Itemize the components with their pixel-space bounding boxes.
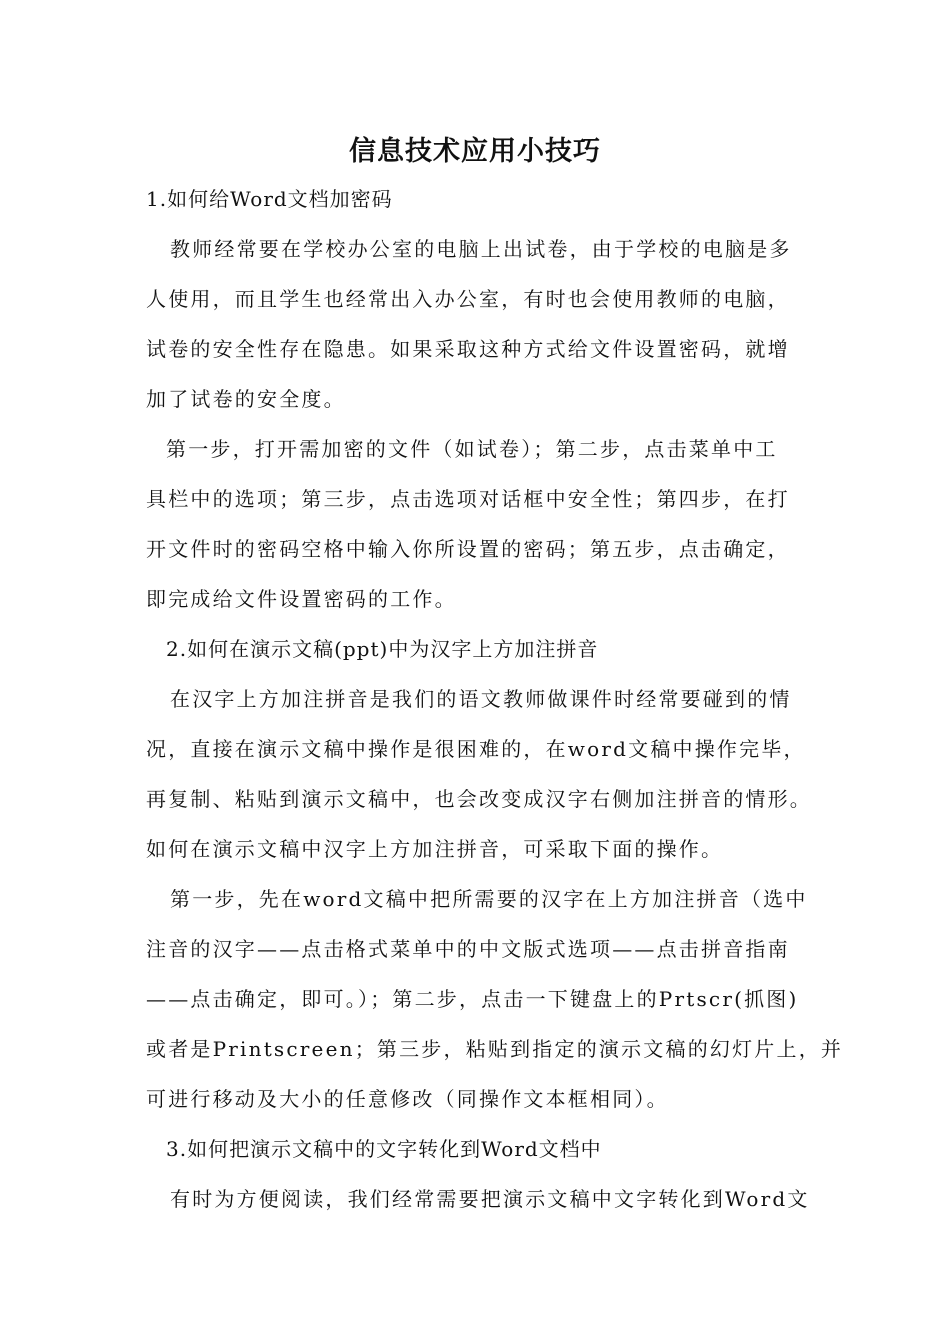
paragraph-line: 教师经常要在学校办公室的电脑上出试卷，由于学校的电脑是多 [170, 237, 792, 261]
section-heading-3: 3.如何把演示文稿中的文字转化到Word文档中 [166, 1137, 602, 1161]
paragraph-line: 况，直接在演示文稿中操作是很困难的，在word文稿中操作完毕， [146, 737, 806, 761]
paragraph-line: 可进行移动及大小的任意修改（同操作文本框相同）。 [146, 1087, 669, 1111]
section-heading-1: 1.如何给Word文档加密码 [146, 187, 393, 211]
document-title: 信息技术应用小技巧 [349, 136, 601, 167]
paragraph-line: 再复制、粘贴到演示文稿中，也会改变成汉字右侧加注拼音的情形。 [146, 787, 812, 811]
paragraph-line: 试卷的安全性存在隐患。如果采取这种方式给文件设置密码，就增 [146, 337, 790, 361]
paragraph-line: 如何在演示文稿中汉字上方加注拼音，可采取下面的操作。 [146, 837, 724, 861]
paragraph-line: 或者是Printscreen；第三步，粘贴到指定的演示文稿的幻灯片上，并 [146, 1037, 844, 1061]
paragraph-line: 开文件时的密码空格中输入你所设置的密码；第五步，点击确定， [146, 537, 790, 561]
paragraph-line: 即完成给文件设置密码的工作。 [146, 587, 457, 611]
paragraph-line: 在汉字上方加注拼音是我们的语文教师做课件时经常要碰到的情 [170, 687, 792, 711]
section-heading-2: 2.如何在演示文稿(ppt)中为汉字上方加注拼音 [166, 637, 599, 661]
paragraph-line: 第一步，先在word文稿中把所需要的汉字在上方加注拼音（选中 [170, 887, 808, 911]
paragraph-line: 第一步，打开需加密的文件（如试卷）；第二步，点击菜单中工 [166, 437, 778, 461]
paragraph-line: 具栏中的选项；第三步，点击选项对话框中安全性；第四步，在打 [146, 487, 790, 511]
paragraph-line: 注音的汉字——点击格式菜单中的中文版式选项——点击拼音指南 [146, 937, 790, 961]
paragraph-line: ——点击确定，即可。）；第二步，点击一下键盘上的Prtscr(抓图) [146, 987, 799, 1011]
paragraph-line: 加了试卷的安全度。 [146, 387, 346, 411]
paragraph-line: 人使用，而且学生也经常出入办公室，有时也会使用教师的电脑， [146, 287, 790, 311]
paragraph-line: 有时为方便阅读，我们经常需要把演示文稿中文字转化到Word文 [170, 1187, 810, 1211]
